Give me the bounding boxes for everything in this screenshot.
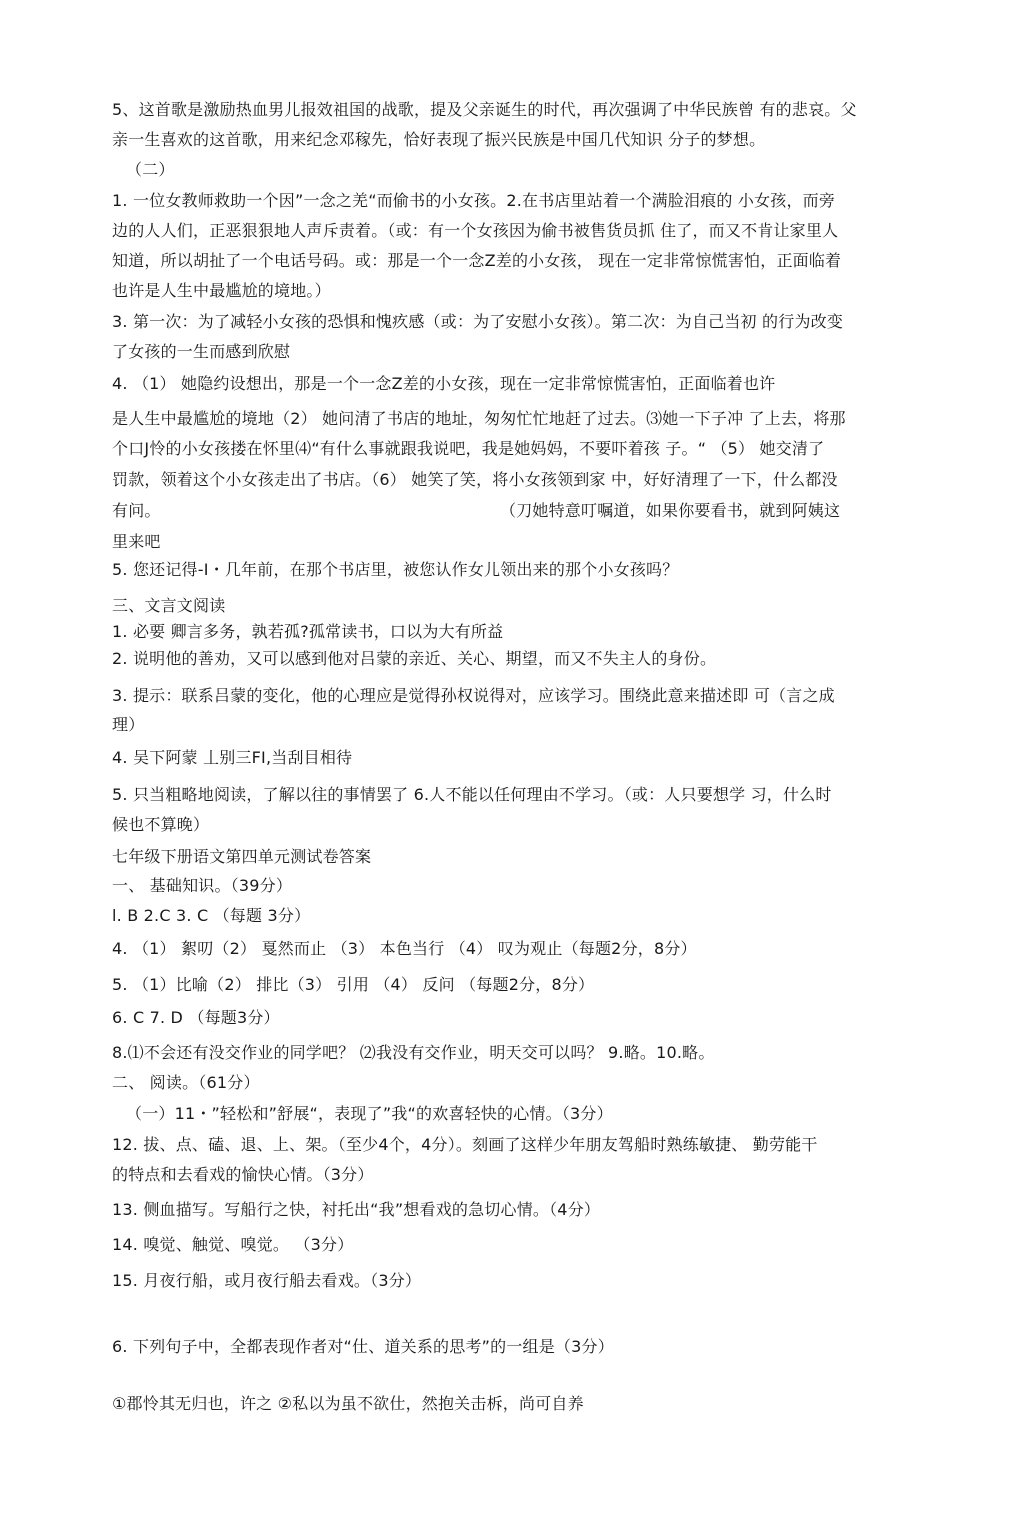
answer-line: （刀她特意叮嘱道，如果你要看书，就到阿姨这: [500, 501, 841, 520]
answer-line: 4. （1） 她隐约设想出，那是一个一念Z差的小女孩，现在一定非常惊慌害怕，正面临着也许: [112, 374, 776, 393]
section-heading: 二、 阅读。（61分）: [112, 1073, 260, 1092]
answer-line: 理）: [112, 715, 145, 734]
answer-line: l. B 2.C 3. C （每题 3分）: [112, 906, 311, 925]
answer-line: 8.⑴不会还有没交作业的同学吧？ ⑵我没有交作业，明天交可以吗？ 9.略。10.略。: [112, 1043, 715, 1062]
answer-line: 12. 拔、点、磕、退、上、架。（至少4个，4分）。刻画了这样少年朋友驾船时熟练敏捷、 勤劳能干: [112, 1135, 818, 1154]
answer-line: 个口J怜的小女孩搂在怀里⑷“有什么事就跟我说吧，我是她妈妈，不要吓着孩 子。“ （5） 她交清了: [112, 439, 825, 458]
answer-line: 4. 吴下阿蒙 丄别三FI,当刮目相待: [112, 748, 353, 767]
answer-line: 1. 必要 卿言多务，孰若孤?孤常读书，口以为大有所益: [112, 622, 504, 641]
question-line: 6. 下列句子中，全都表现作者对“仕、道关系的思考”的一组是（3分）: [112, 1337, 614, 1356]
section-heading: 七年级下册语文第四单元测试卷答案: [112, 847, 372, 866]
answer-line: 亲一生喜欢的这首歌，用来纪念邓稼先，恰好表现了振兴民族是中国几代知识 分子的梦想。: [112, 130, 766, 149]
answer-line: 候也不算晚）: [112, 815, 210, 834]
answer-line: 6. C 7. D （每题3分）: [112, 1008, 280, 1027]
answer-line: 边的人人们，正恶狠狠地人声斥责着。（或：有一个女孩因为偷书被售货员抓 住了，而又不肯让家里人: [112, 221, 839, 240]
answer-line: 5. 您还记得-I・几年前，在那个书店里，被您认作女儿领出来的那个小女孩吗？: [112, 560, 679, 579]
section-heading: 三、文言文阅读: [112, 596, 226, 615]
answer-line: 也许是人生中最尴尬的境地。）: [112, 281, 331, 300]
answer-line: 13. 侧血描写。写船行之快，衬托出“我”想看戏的急切心情。（4分）: [112, 1200, 601, 1219]
section-heading: （二）: [126, 160, 175, 179]
answer-line: （一）11・”轻松和”舒展“，表现了”我“的欢喜轻快的心情。（3分）: [126, 1104, 613, 1123]
answer-line: 14. 嗅觉、触觉、嗅觉。 （3分）: [112, 1235, 354, 1254]
answer-line: 的特点和去看戏的愉快心情。（3分）: [112, 1165, 374, 1184]
answer-line: 里来吧: [112, 532, 161, 551]
answer-line: 知道，所以胡扯了一个电话号码。或：那是一个一念Z差的小女孩， 现在一定非常惊慌害怕，正面临着: [112, 251, 842, 270]
answer-line: 2. 说明他的善劝，又可以感到他对吕蒙的亲近、关心、期望，而又不失主人的身份。: [112, 649, 717, 668]
answer-line: 了女孩的一生而感到欣慰: [112, 342, 291, 361]
answer-line: 有问。: [112, 501, 161, 520]
answer-line: 3. 提示：联系吕蒙的变化，他的心理应是觉得孙权说得对，应该学习。围绕此意来描述即 可（言之成: [112, 686, 835, 705]
answer-line: 罚款，领着这个小女孩走出了书店。（6） 她笑了笑，将小女孩领到家 中，好好清理了一下，什么都没: [112, 470, 838, 489]
section-heading: 一、 基础知识。（39分）: [112, 876, 293, 895]
answer-line: 5. 只当粗略地阅读，了解以往的事情罢了 6.人不能以任何理由不学习。（或：人只要想学 习，什么时: [112, 785, 832, 804]
answer-line: 4. （1） 絮叨（2） 戛然而止 （3） 本色当行 （4） 叹为观止（每题2分，8分）: [112, 939, 697, 958]
answer-line: 5、这首歌是激励热血男儿报效祖国的战歌，提及父亲诞生的时代，再次强调了中华民族曾 有的悲哀。父: [112, 100, 857, 119]
answer-line: 是人生中最尴尬的境地（2） 她问清了书店的地址，匆匆忙忙地赶了过去。⑶她一下子冲 了上去，将那: [112, 409, 846, 428]
answer-line: 3. 第一次：为了减轻小女孩的恐惧和愧疚感（或：为了安慰小女孩）。第二次：为自己当初 的行为改变: [112, 312, 844, 331]
question-line: ①郡怜其无归也，许之 ②私以为虽不欲仕，然抱关击柝，尚可自养: [112, 1394, 584, 1413]
answer-line: 15. 月夜行船，或月夜行船去看戏。（3分）: [112, 1271, 422, 1290]
answer-line: 5. （1）比喻（2） 排比（3） 引用 （4） 反问 （每题2分，8分）: [112, 975, 595, 994]
answer-line: 1. 一位女教师救助一个因”一念之羌“而偷书的小女孩。2.在书店里站着一个满脸泪痕的 小女孩，而旁: [112, 191, 836, 210]
